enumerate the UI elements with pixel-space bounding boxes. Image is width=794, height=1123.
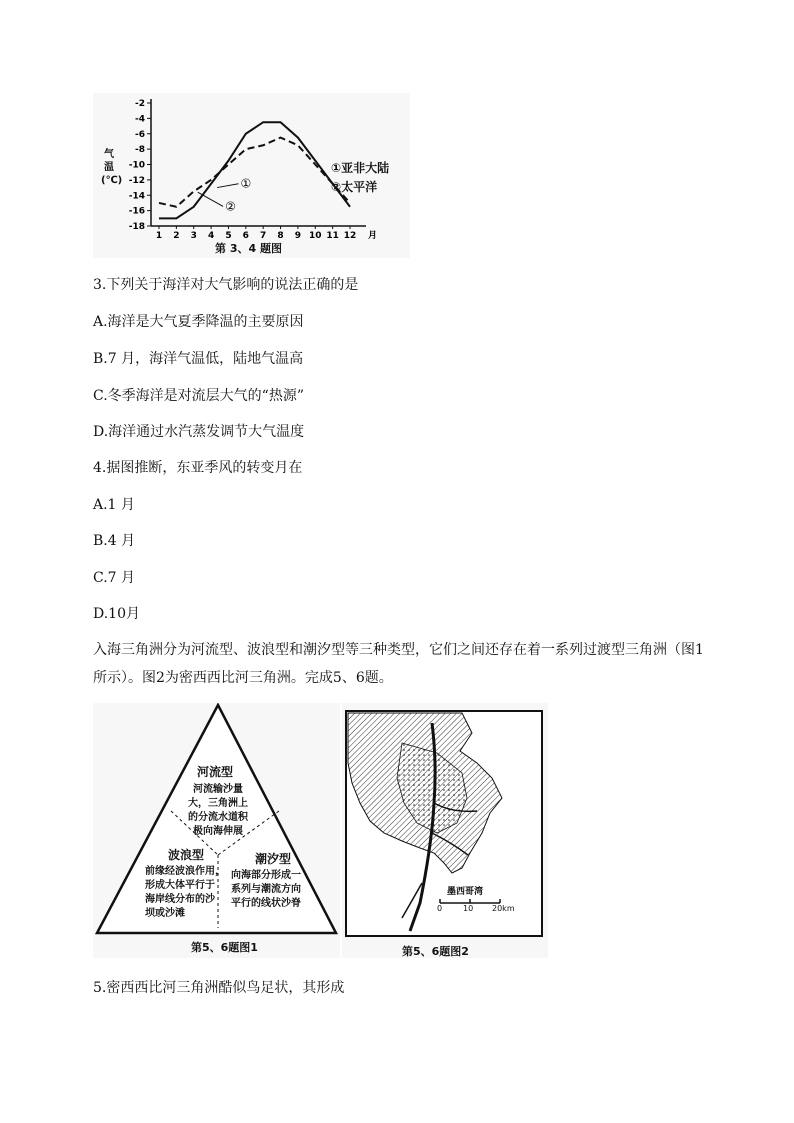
x-tick-label: 6 — [242, 231, 249, 241]
river-type-title: 河流型 — [197, 765, 234, 779]
figure-2-caption: 第5、6题图2 — [402, 945, 469, 958]
question-3-option-a: A.海洋是大气夏季降温的主要原因 — [93, 314, 304, 330]
river-desc-line: 河流输沙量 — [193, 784, 243, 795]
x-tick-label: 11 — [326, 231, 339, 241]
gulf-label: 墨西哥湾 — [447, 887, 484, 897]
x-tick-label: 5 — [225, 231, 232, 241]
wave-type-desc — [145, 865, 235, 921]
legend-item-pacific: ②太平洋 — [331, 180, 378, 194]
question-5-stem: 5.密西西比河三角洲酷似鸟足状，其形成 — [93, 980, 345, 996]
series-marker-pacific: ② — [225, 199, 236, 214]
tide-type-desc — [231, 869, 326, 911]
x-tick-label: 7 — [260, 231, 267, 241]
x-tick-label: 9 — [294, 231, 302, 241]
temperature-chart-figure — [93, 93, 410, 258]
x-tick-label: 2 — [173, 231, 180, 241]
mississippi-delta-map — [342, 703, 548, 958]
y-tick-label: -16 — [128, 206, 145, 217]
tide-desc-line: 平行的线状沙脊 — [231, 898, 301, 909]
river-desc-line: 大，三角洲上 — [188, 798, 248, 809]
intro-paragraph: 入海三角洲分为河流型、波浪型和潮汐型等三种类型，它们之间还存在着一系列过渡型三角洲（图1所示）。图2为密西西比河三角洲。完成5、6题。 — [93, 642, 704, 686]
legend — [331, 159, 389, 197]
x-tick-label: 1 — [155, 231, 163, 241]
wave-desc-line: 海岸线分布的沙 — [145, 894, 215, 905]
question-3-option-d: D.海洋通过水汽蒸发调节大气温度 — [93, 424, 305, 440]
river-type-desc — [183, 783, 253, 839]
y-tick-label: -12 — [128, 175, 145, 186]
question-4-option-b: B.4 月 — [93, 533, 136, 549]
tide-desc-line: 系列与潮流方向 — [231, 884, 301, 895]
y-tick-label: -2 — [135, 99, 145, 109]
series-line-pacific — [159, 138, 350, 207]
river-desc-line: 极向海伸展 — [193, 826, 243, 837]
y-axis-label-text: 气温 (℃) — [101, 149, 123, 186]
scale-label-20: 20km — [492, 904, 515, 913]
question-4-option-a: A.1 月 — [93, 497, 135, 513]
question-4-option-c: C.7 月 — [93, 570, 136, 586]
y-axis-label — [101, 148, 123, 187]
wave-desc-line: 坝或沙滩 — [145, 908, 185, 919]
y-tick-label: -6 — [135, 129, 145, 140]
figure-1-caption: 第5、6题图1 — [191, 941, 258, 954]
wave-type-title: 波浪型 — [168, 848, 205, 862]
y-tick-label: -4 — [135, 114, 145, 125]
scale-label-10: 10 — [463, 904, 474, 913]
x-axis-label: 月 — [368, 231, 378, 241]
x-tick-label: 10 — [309, 231, 322, 241]
legend-item-continent: ①亚非大陆 — [331, 161, 390, 175]
y-tick-label: -8 — [135, 145, 145, 156]
wave-desc-line: 前缘经波浪作用， — [145, 866, 225, 877]
question-3-stem: 3.下列关于海洋对大气影响的说法正确的是 — [93, 277, 359, 293]
x-tick-label: 8 — [277, 231, 284, 241]
x-tick-label: 12 — [343, 231, 357, 241]
tide-type-title: 潮汐型 — [255, 852, 292, 866]
question-3-option-c: C.冬季海洋是对流层大气的“热源” — [93, 388, 304, 404]
mississippi-delta-figure — [342, 703, 548, 958]
river-desc-line: 的分流水道积 — [188, 812, 248, 823]
tide-desc-line: 向海部分形成一 — [231, 870, 301, 881]
y-tick-label: -14 — [128, 191, 145, 202]
scale-label-0: 0 — [437, 904, 443, 913]
x-tick-label: 4 — [207, 231, 215, 241]
question-4-option-d: D.10月 — [93, 606, 140, 622]
wave-desc-line: 形成大体平行于 — [145, 880, 215, 891]
question-3-option-b: B.7 月，海洋气温低，陆地气温高 — [93, 351, 304, 367]
y-tick-label: -10 — [128, 160, 145, 171]
x-tick-label: 3 — [190, 231, 197, 241]
series-marker-continent: ① — [240, 176, 252, 191]
marker-leader — [198, 192, 223, 206]
chart-caption: 第 3、4 题图 — [215, 242, 282, 255]
delta-triangle-figure — [93, 703, 340, 958]
y-tick-label: -18 — [128, 222, 145, 232]
question-4-stem: 4.据图推断，东亚季风的转变月在 — [93, 460, 303, 476]
marker-leader — [217, 184, 238, 188]
